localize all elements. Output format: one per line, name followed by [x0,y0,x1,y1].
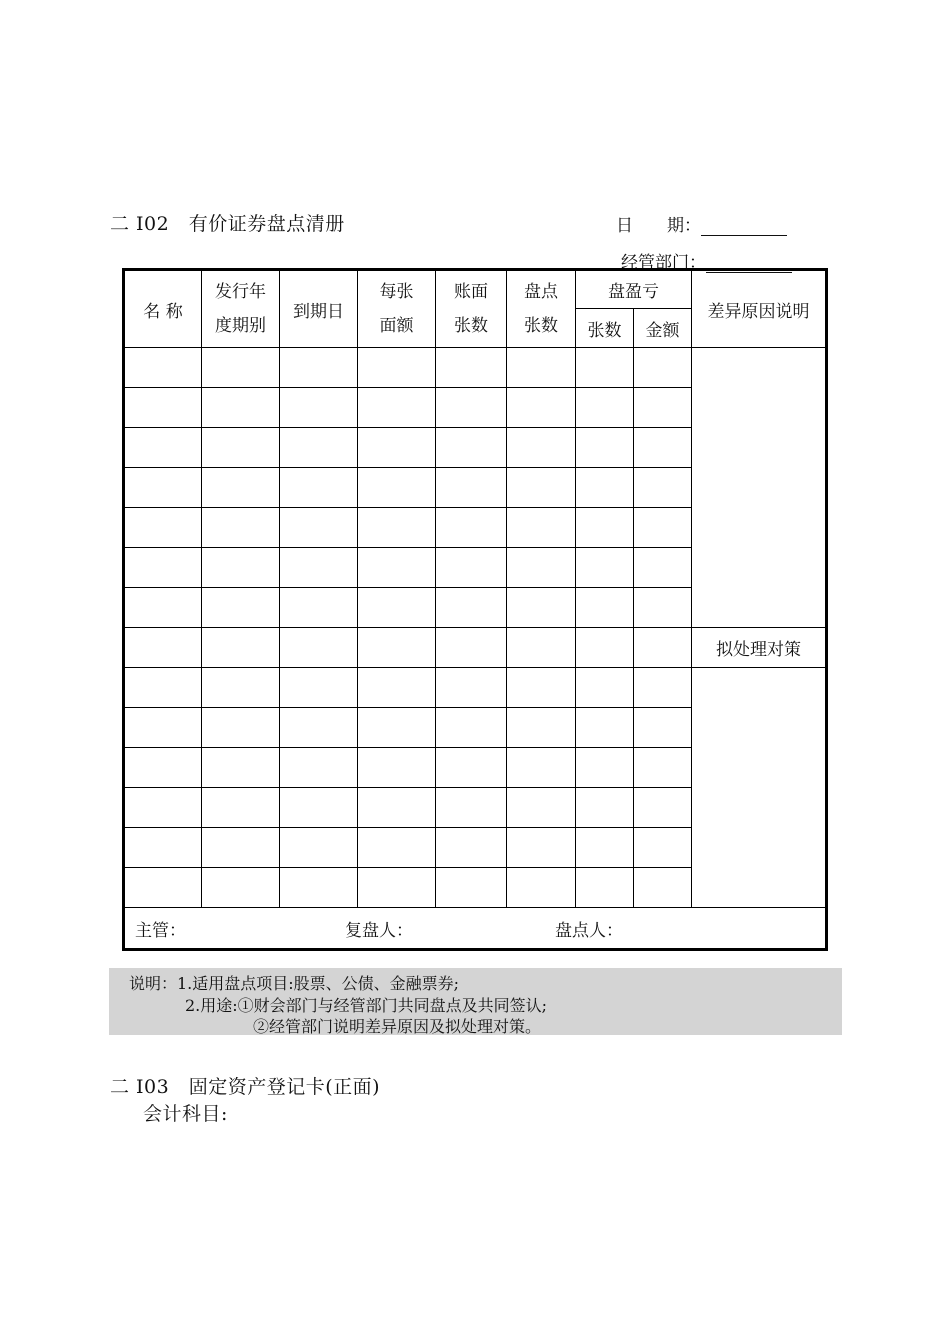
cell[interactable] [358,588,436,628]
proposed-action-label: 拟处理对策 [692,628,827,668]
cell[interactable] [124,708,202,748]
header-face-line1: 每张 [379,282,414,302]
cell[interactable] [436,708,507,748]
cell[interactable] [436,788,507,828]
table-row [124,628,827,668]
header-face-value [358,270,436,348]
cell[interactable] [124,348,202,388]
cell[interactable] [124,748,202,788]
date-blank[interactable] [701,217,787,236]
cell[interactable] [124,388,202,428]
signature-cell [124,908,827,950]
cell[interactable] [634,508,692,548]
cell[interactable] [576,628,634,668]
counter-label[interactable]: 盘点人： [555,920,623,941]
cell[interactable] [436,428,507,468]
note-line-2: 2.用途:①财会部门与经管部门共同盘点及共同签认; [185,996,548,1015]
cell[interactable] [576,468,634,508]
header-diff-reason: 差异原因说明 [692,270,827,348]
cell[interactable] [634,588,692,628]
cell[interactable] [576,868,634,908]
header-count-line2: 张数 [524,316,558,336]
cell[interactable] [507,468,576,508]
date-field [616,211,787,236]
cell[interactable] [280,548,358,588]
cell[interactable] [358,788,436,828]
cell[interactable] [280,868,358,908]
header-maturity: 到期日 [280,270,358,348]
cell[interactable] [634,628,692,668]
securities-count-table [122,268,828,951]
cell[interactable] [576,748,634,788]
cell[interactable] [576,508,634,548]
header-surplus-deficit: 盘盈亏 [576,270,692,309]
cell[interactable] [124,828,202,868]
cell[interactable] [124,788,202,828]
cell[interactable] [280,508,358,548]
header-count-line1: 盘点 [524,282,558,302]
cell[interactable] [202,668,280,708]
cell[interactable] [507,588,576,628]
cell[interactable] [202,788,280,828]
cell[interactable] [202,588,280,628]
cell[interactable] [507,508,576,548]
cell[interactable] [507,868,576,908]
cell[interactable] [202,548,280,588]
header-physical-count [507,270,576,348]
cell[interactable] [634,428,692,468]
cell[interactable] [576,548,634,588]
cell[interactable] [507,828,576,868]
cell[interactable] [358,468,436,508]
cell[interactable] [576,668,634,708]
cell[interactable] [576,428,634,468]
cell[interactable] [202,828,280,868]
cell[interactable] [436,628,507,668]
header-surplus-qty: 张数 [576,309,634,348]
cell[interactable] [280,628,358,668]
cell[interactable] [124,428,202,468]
table-row [124,348,827,388]
cell[interactable] [358,628,436,668]
dept-label: 经管部门： [621,253,706,273]
cell[interactable] [280,748,358,788]
date-label: 日 期： [616,216,701,236]
cell[interactable] [436,348,507,388]
cell[interactable] [436,868,507,908]
cell[interactable] [358,508,436,548]
cell[interactable] [202,428,280,468]
cell[interactable] [436,468,507,508]
cell[interactable] [124,548,202,588]
cell[interactable] [124,628,202,668]
table-row [124,668,827,708]
cell[interactable] [124,468,202,508]
cell[interactable] [202,388,280,428]
header-surplus-amount: 金额 [634,309,692,348]
cell[interactable] [358,748,436,788]
cell[interactable] [436,548,507,588]
header-book-line2: 张数 [454,316,488,336]
cell[interactable] [358,668,436,708]
cell[interactable] [576,348,634,388]
cell[interactable] [507,428,576,468]
cell[interactable] [280,388,358,428]
header-name: 名 称 [124,270,202,348]
cell[interactable] [202,868,280,908]
cell[interactable] [436,508,507,548]
cell[interactable] [436,588,507,628]
cell[interactable] [358,348,436,388]
cell[interactable] [634,348,692,388]
proposed-action-area[interactable] [692,668,827,908]
section-title: 二 I02 有价证券盘点清册 [110,213,345,235]
note-line-1: 说明：1.适用盘点项目:股票、公债、金融票券; [129,974,460,993]
cell[interactable] [202,708,280,748]
cell[interactable] [634,868,692,908]
cell[interactable] [507,628,576,668]
cell[interactable] [358,708,436,748]
notes-box [109,968,842,1035]
cell[interactable] [280,428,358,468]
cell[interactable] [436,828,507,868]
cell[interactable] [280,668,358,708]
cell[interactable] [202,348,280,388]
cell[interactable] [358,388,436,428]
cell[interactable] [507,388,576,428]
diff-reason-area[interactable] [692,348,827,628]
cell[interactable] [576,588,634,628]
cell[interactable] [507,748,576,788]
cell[interactable] [358,548,436,588]
header-face-line2: 面额 [379,316,414,336]
cell[interactable] [576,708,634,748]
cell[interactable] [124,508,202,548]
cell[interactable] [634,388,692,428]
cell[interactable] [634,828,692,868]
cell[interactable] [124,668,202,708]
cell[interactable] [202,748,280,788]
header-issue-year [202,270,280,348]
cell[interactable] [576,788,634,828]
header-issue-year-line2: 度期别 [215,316,266,336]
cell[interactable] [436,388,507,428]
cell[interactable] [576,828,634,868]
signature-row [124,908,827,950]
cell[interactable] [507,548,576,588]
cell[interactable] [280,828,358,868]
cell[interactable] [634,788,692,828]
cell[interactable] [280,588,358,628]
cell[interactable] [280,708,358,748]
cell[interactable] [202,628,280,668]
cell[interactable] [507,668,576,708]
cell[interactable] [124,868,202,908]
cell[interactable] [436,668,507,708]
section-title-2: 二 I03 固定资产登记卡(正面) [110,1076,381,1098]
cell[interactable] [576,388,634,428]
cell[interactable] [202,508,280,548]
cell[interactable] [358,868,436,908]
cell[interactable] [358,428,436,468]
cell[interactable] [280,788,358,828]
cell[interactable] [280,348,358,388]
cell[interactable] [634,748,692,788]
header-book-count [436,270,507,348]
cell[interactable] [507,708,576,748]
header-issue-year-line1: 发行年 [215,282,266,302]
note-line-3: ②经管部门说明差异原因及拟处理对策。 [253,1017,542,1036]
cell[interactable] [507,348,576,388]
cell[interactable] [634,708,692,748]
cell[interactable] [202,468,280,508]
cell[interactable] [124,588,202,628]
cell[interactable] [280,468,358,508]
account-subject-label: 会计科目: [143,1103,228,1125]
supervisor-label[interactable]: 主管： [135,920,186,941]
cell[interactable] [358,828,436,868]
cell[interactable] [634,548,692,588]
cell[interactable] [436,748,507,788]
cell[interactable] [634,468,692,508]
cell[interactable] [507,788,576,828]
header-book-line1: 账面 [454,282,488,302]
cell[interactable] [634,668,692,708]
rechecker-label[interactable]: 复盘人： [345,920,413,941]
